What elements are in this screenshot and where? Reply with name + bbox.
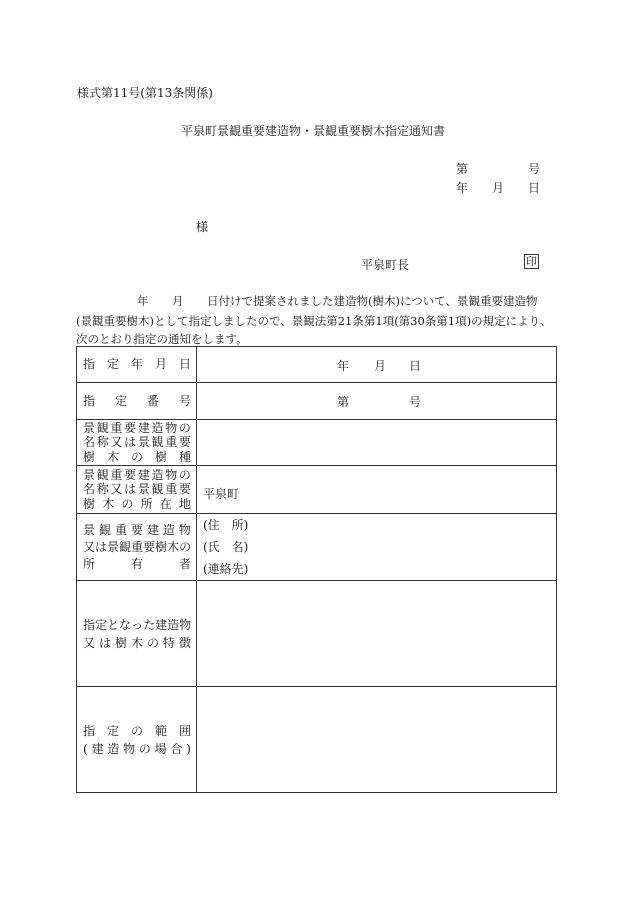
body-line1-year: 年: [137, 294, 149, 308]
form-number: 様式第11号(第13条関係): [77, 86, 213, 100]
value-location: [197, 466, 557, 514]
label-building-name-or-tree-species: 景 観 重 要 建 造 物 の 名 称 又 は 景 観 重 要 樹 木 の 樹 種: [77, 420, 197, 466]
sender-name: 平泉町長: [361, 258, 410, 272]
seal-mark: 印: [526, 255, 537, 268]
doc-date-day: 日: [528, 181, 541, 195]
doc-number-prefix: 第: [456, 162, 469, 176]
value-designation-date: 年 月 日: [197, 347, 557, 383]
document-title: 平泉町景観重要建造物・景観重要樹木指定通知書: [181, 124, 446, 138]
label-location: 景 観 重 要 建 造 物 の 名 称 又 は 景 観 重 要 樹 木 の 所 在 地: [77, 466, 197, 514]
table-row: [77, 383, 557, 420]
label-designation-number: 指 定 番 号: [77, 383, 197, 420]
table-row: [77, 514, 557, 581]
table-row: [77, 347, 557, 383]
value-designation-scope: [197, 687, 557, 793]
body-line1-text: 日付けで提案されました建造物(樹木)について、景観重要建造物: [207, 294, 538, 308]
doc-date-month: 月: [492, 181, 505, 195]
body-line2: (景観重要樹木)として指定しましたので、景観法第21条第1項(第30条第1項)の規定により、: [76, 314, 552, 328]
owner-contact-label: (連絡先): [203, 562, 249, 576]
label-owner: 景 観 重 要 建 造 物 又 は 景 観 重 要 樹 木 の 所 有 者: [77, 514, 197, 581]
location-town: 平泉町: [203, 487, 240, 501]
owner-name-label: (氏 名): [203, 540, 249, 554]
body-line3: 次のとおり指定の通知をします。: [76, 332, 248, 346]
label-features: 指 定 と な っ た 建 造 物 又 は 樹 木 の 特 徴: [77, 581, 197, 687]
value-features: [197, 581, 557, 687]
label-designation-date: 指 定 年 月 日: [77, 347, 197, 383]
body-line1-month: 月: [172, 294, 184, 308]
table-row: [77, 687, 557, 793]
table-row: [77, 466, 557, 514]
doc-date-year: 年: [456, 181, 469, 195]
value-owner: [197, 514, 557, 581]
label-designation-scope: 指 定 の 範 囲 ( 建 造 物 の 場 合 ): [77, 687, 197, 793]
value-building-name-or-tree-species: [197, 420, 557, 466]
doc-number-suffix: 号: [528, 162, 541, 176]
owner-address-label: (住 所): [203, 518, 249, 532]
designation-table: [76, 346, 557, 793]
table-row: [77, 420, 557, 466]
recipient-suffix: 様: [196, 220, 209, 234]
value-designation-number: 第 号: [197, 383, 557, 420]
table-row: [77, 581, 557, 687]
